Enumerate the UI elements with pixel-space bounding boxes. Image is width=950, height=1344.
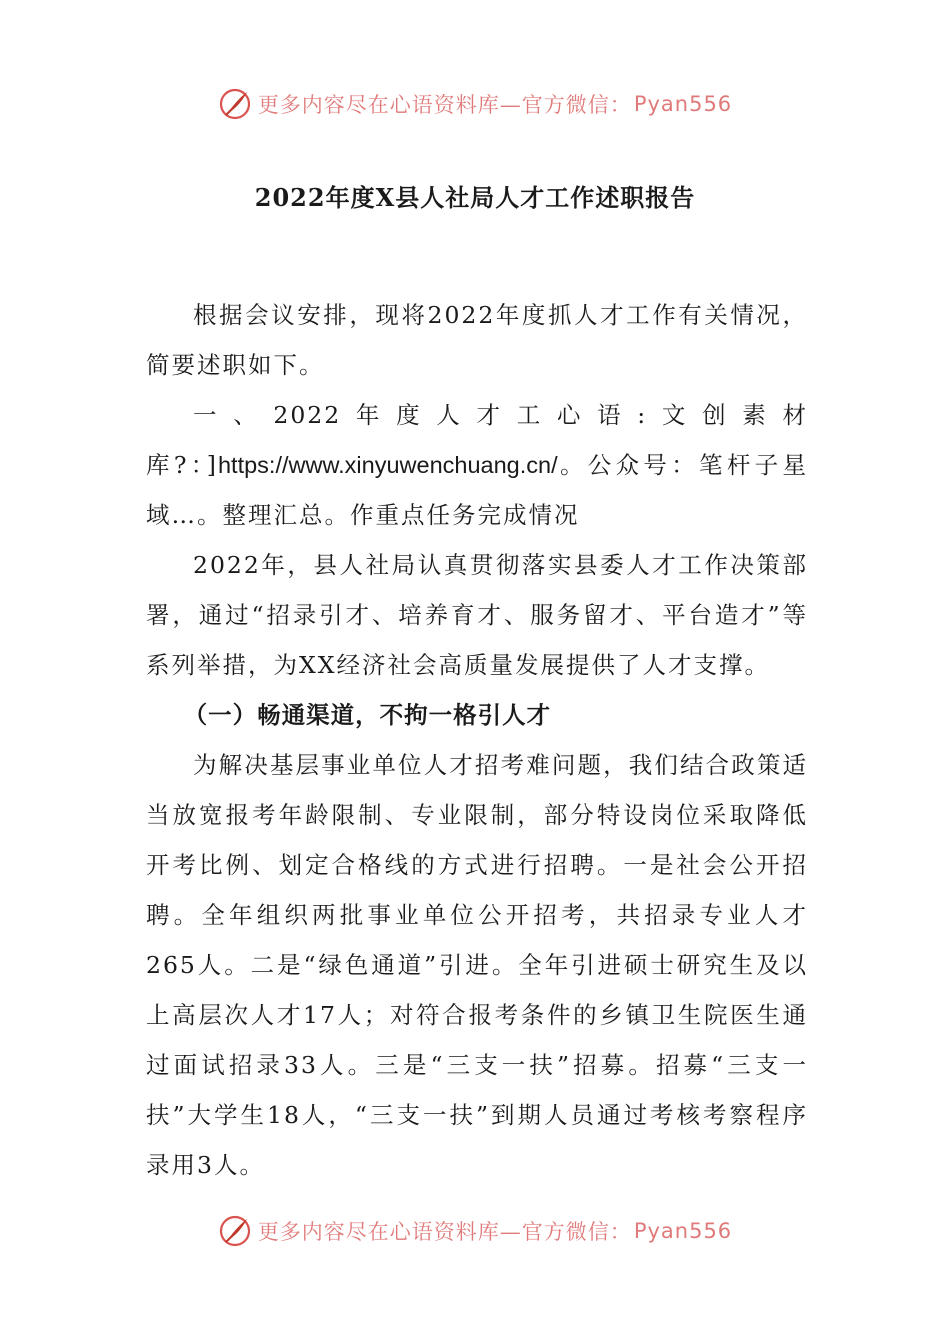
section-1-paragraph [146, 390, 808, 540]
footer-banner [0, 1211, 950, 1251]
footer-banner-text: 更多内容尽在心语资料库—官方微信： [257, 1220, 632, 1244]
section-1-text-b: 。公众号：笔杆子星域…。整理汇总。作重点任务完成情况 [146, 451, 808, 529]
document-body [146, 290, 808, 1190]
header-banner-wechat-id: Pyan556 [633, 92, 733, 116]
subheading-1: （一）畅通渠道，不拘一格引人才 [183, 701, 552, 729]
document-title: 2022年度X县人社局人才工作述职报告 [254, 183, 696, 212]
section-1-url: https://www.xinyuwenchuang.cn/ [217, 452, 558, 478]
paragraph-1: 2022年，县人社局认真贯彻落实县委人才工作决策部署，通过“招录引才、培养育才、服务留才、平台造才”等系列举措，为XX经济社会高质量发展提供了人才支撑。 [146, 551, 808, 679]
header-banner-text: 更多内容尽在心语资料库—官方微信： [257, 93, 632, 117]
intro-paragraph: 根据会议安排，现将2022年度抓人才工作有关情况，简要述职如下。 [146, 301, 808, 379]
section-1-text-a: 一、2022年度人才工心语:文创素材库?：] [146, 401, 808, 479]
quill-pen-logo-icon [218, 87, 252, 121]
paragraph-2: 为解决基层事业单位人才招考难问题，我们结合政策适当放宽报考年龄限制、专业限制，部分特设岗位采取降低开考比例、划定合格线的方式进行招聘。一是社会公开招聘。全年组织两批事业单位公开招考，共招录专业人才265人。二是“绿色通道”引进。全年引进硕士研究生及以上高层次人才17人；对符合报考条件的乡镇卫生院医生通过面试招录33人。三是“三支一扶”招募。招募“三支一扶”大学生18人，“三支一扶”到期人员通过考核考察程序录用3人。 [146, 751, 808, 1179]
footer-banner-wechat-id: Pyan556 [633, 1219, 733, 1243]
header-banner [0, 84, 950, 124]
quill-pen-logo-icon [218, 1214, 252, 1248]
